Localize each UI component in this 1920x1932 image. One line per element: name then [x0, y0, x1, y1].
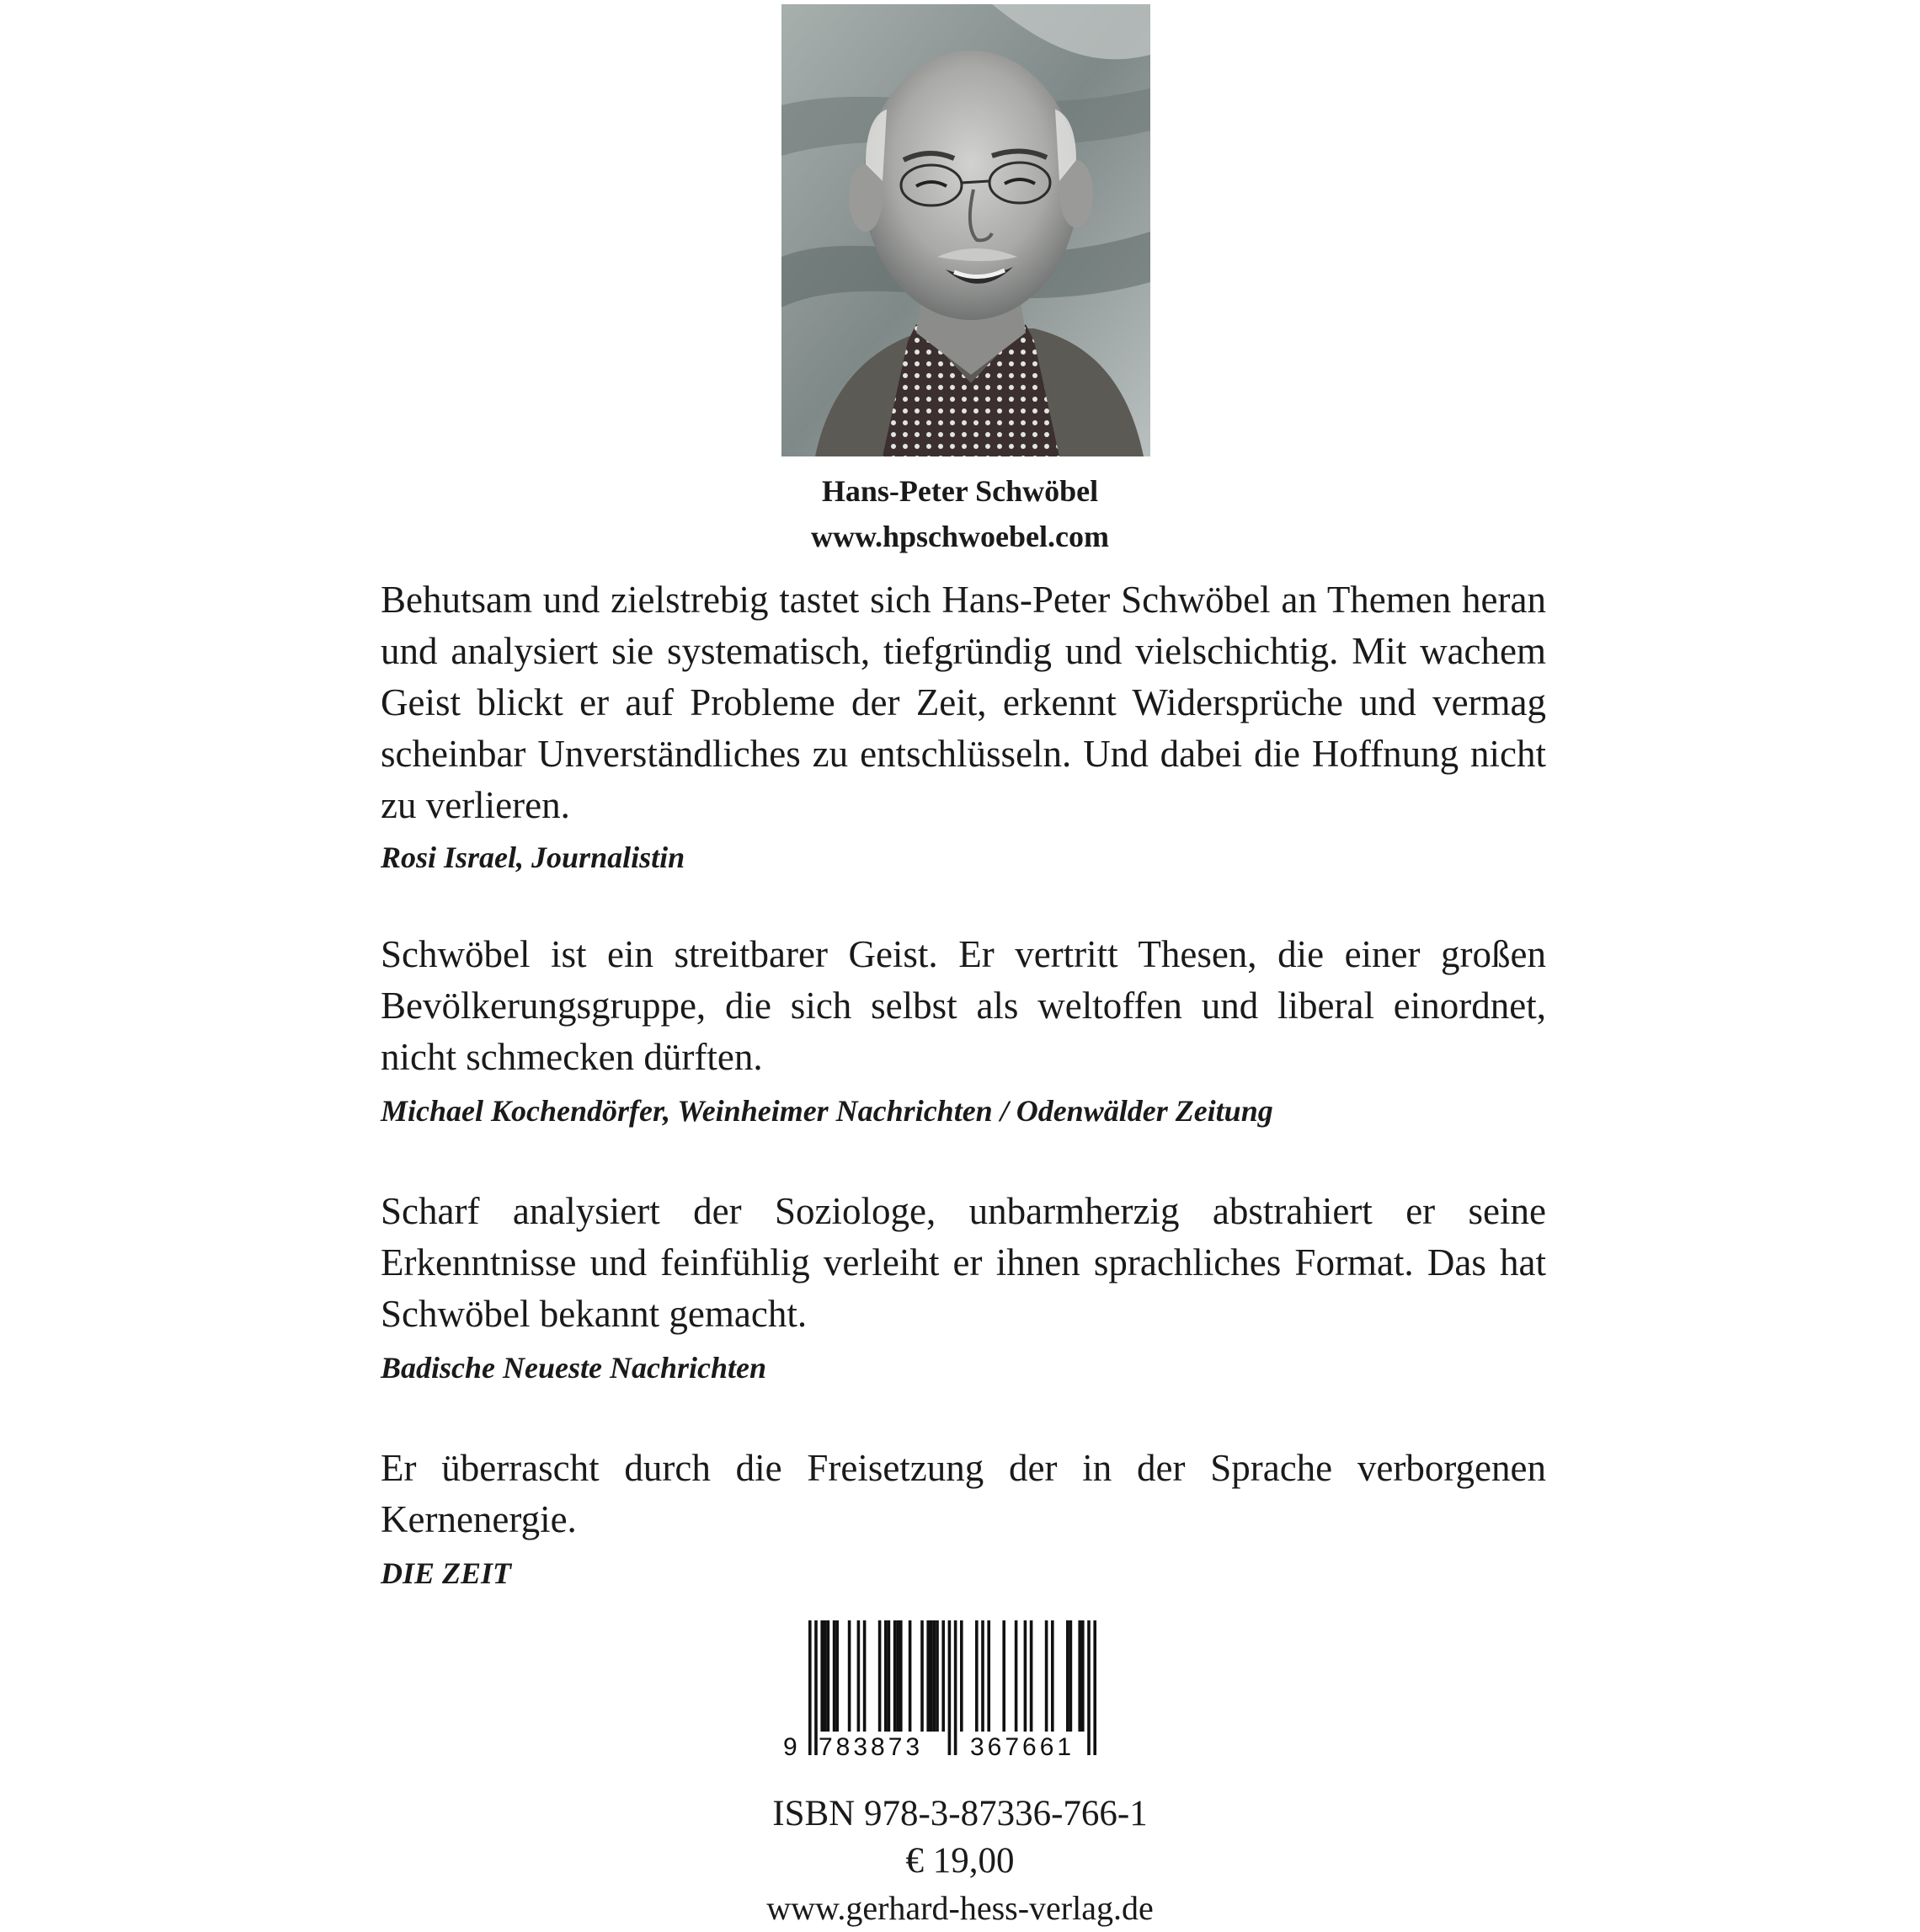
barcode-bar	[1051, 1620, 1054, 1732]
publisher-url: www.gerhard-hess-verlag.de	[766, 1889, 1154, 1927]
barcode-bar	[896, 1620, 899, 1732]
barcode-bar	[863, 1620, 867, 1732]
quote-text: Behutsam und zielstrebig tastet sich Hans-Peter Schwöbel an Themen heran und analysiert sie systematisch, tiefgründig und vielschichtig. Mit wachem Geist blickt er auf Probleme der Zeit, erkennt Widersprüche und vermag scheinbar Unverständliches zu entschlüsseln. Und dabei die Hoffnung nicht zu verlieren.	[381, 579, 1546, 826]
barcode-bar	[933, 1620, 936, 1732]
quote-source: Badische Neueste Nachrichten	[381, 1351, 766, 1385]
barcode-bar	[899, 1620, 903, 1732]
barcode-bar	[926, 1620, 930, 1732]
barcode-bar	[1069, 1620, 1073, 1732]
barcode-bar	[1045, 1620, 1048, 1732]
barcode-bar	[954, 1620, 957, 1755]
quote-source: Michael Kochendörfer, Weinheimer Nachrichten / Odenwälder Zeitung	[381, 1094, 1273, 1128]
author-portrait	[781, 4, 1150, 456]
barcode-bar	[878, 1620, 882, 1732]
barcode-bar	[948, 1620, 952, 1755]
barcode-left-group: 783873	[819, 1733, 924, 1761]
barcode-bar	[888, 1620, 891, 1732]
barcode-bar	[920, 1620, 924, 1732]
publication-info	[0, 1791, 1920, 1932]
barcode-bar	[824, 1620, 827, 1732]
quote-text: Er überrascht durch die Freisetzung der in der Sprache verborgenen Kernenergie.	[381, 1447, 1546, 1540]
barcode-bar	[1087, 1620, 1091, 1755]
quote-source: DIE ZEIT	[381, 1556, 512, 1590]
barcode-bar	[1081, 1620, 1085, 1732]
quote-block	[381, 1186, 1546, 1389]
quote-block	[381, 574, 1546, 878]
barcode-bar	[1066, 1620, 1069, 1732]
quote-block	[381, 1443, 1546, 1594]
barcode-bar	[960, 1620, 963, 1732]
isbn: ISBN 978-3-87336-766-1	[772, 1794, 1148, 1833]
quote-source: Rosi Israel, Journalistin	[381, 841, 685, 874]
barcode-bar	[833, 1620, 836, 1732]
barcode-bar	[808, 1620, 812, 1755]
barcode-bar	[1015, 1620, 1018, 1732]
barcode-bar	[981, 1620, 984, 1732]
barcode-bar	[975, 1620, 979, 1732]
quote-text: Scharf analysiert der Soziologe, unbarmherzig abstrahiert er seine Erkenntnisse und feinfühlig verleiht er ihnen sprachliches Format. Das hat Schwöbel bekannt gemacht.	[381, 1190, 1546, 1335]
barcode-lead-digit: 9	[783, 1733, 797, 1761]
author-name: Hans-Peter Schwöbel	[821, 474, 1099, 508]
barcode-bar	[1024, 1620, 1027, 1732]
barcode-bar	[1030, 1620, 1033, 1732]
barcode-bar	[827, 1620, 830, 1732]
barcode-bar	[884, 1620, 888, 1732]
review-quotes	[381, 574, 1546, 1594]
barcode-bar	[1002, 1620, 1005, 1732]
barcode-bar	[941, 1620, 945, 1732]
barcode-bar	[1093, 1620, 1096, 1755]
barcode-bar	[909, 1620, 912, 1732]
barcode-bar	[930, 1620, 933, 1732]
price: € 19,00	[905, 1841, 1015, 1881]
quote-block	[381, 929, 1546, 1132]
barcode-bar	[1078, 1620, 1081, 1732]
quote-text: Schwöbel ist ein streitbarer Geist. Er vertritt Thesen, die einer großen Bevölkerungsgruppe, die sich selbst als weltoffen und liberal einordnet, nicht schmecken dürften.	[381, 933, 1546, 1078]
author-website: www.hpschwoebel.com	[810, 520, 1109, 553]
barcode-bar	[936, 1620, 939, 1732]
barcode-bar	[814, 1620, 818, 1755]
barcode-bar	[848, 1620, 851, 1732]
barcode-bar	[893, 1620, 897, 1732]
barcode-bar	[857, 1620, 861, 1732]
barcode-bar	[820, 1620, 824, 1732]
barcode-bar	[987, 1620, 990, 1732]
barcode-right-group: 367661	[970, 1733, 1075, 1761]
barcode-bar	[835, 1620, 839, 1732]
author-caption	[0, 468, 1920, 559]
